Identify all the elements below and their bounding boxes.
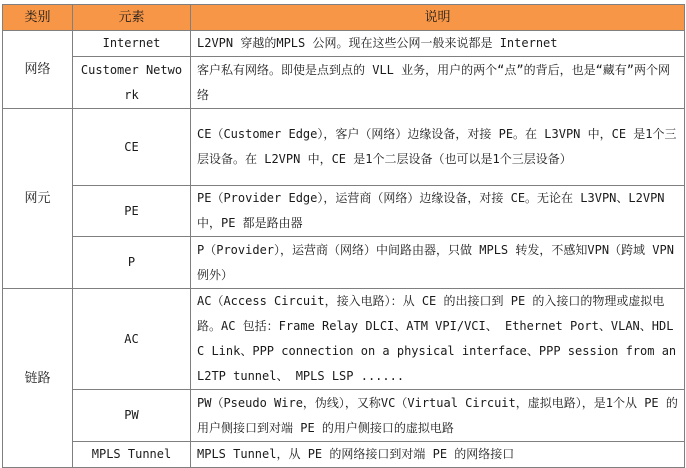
description-p: P（Provider），运营商（网络）中间路由器，只做 MPLS 转发，不感知VPN（跨域 VPN 例外） xyxy=(191,237,685,289)
category-network-element: 网元 xyxy=(3,109,73,289)
element-customer-network: Customer Network xyxy=(73,57,191,109)
header-category: 类别 xyxy=(3,5,73,31)
description-customer-network: 客户私有网络。即使是点到点的 VLL 业务，用户的两个“点”的背后，也是“藏有”两个网络 xyxy=(191,57,685,109)
l2vpn-terms-table xyxy=(2,4,685,468)
description-mpls-tunnel: MPLS Tunnel，从 PE 的网络接口到对端 PE 的网络接口 xyxy=(191,442,685,468)
table-row xyxy=(3,442,685,468)
header-element: 元素 xyxy=(73,5,191,31)
description-pw: PW（Pseudo Wire，伪线），又称VC（Virtual Circuit，虚拟电路），是1个从 PE 的用户侧接口到对端 PE 的用户侧接口的虚拟电路 xyxy=(191,390,685,442)
table-header-row xyxy=(3,5,685,31)
description-ce: CE（Customer Edge），客户（网络）边缘设备，对接 PE。在 L3VPN 中，CE 是1个三层设备。在 L2VPN 中，CE 是1个二层设备（也可以是1个三层设备） xyxy=(191,109,685,186)
element-ce: CE xyxy=(73,109,191,186)
table-row xyxy=(3,237,685,289)
category-network: 网络 xyxy=(3,31,73,109)
table-row xyxy=(3,289,685,390)
table-row xyxy=(3,31,685,57)
element-ac: AC xyxy=(73,289,191,390)
description-internet: L2VPN 穿越的MPLS 公网。现在这些公网一般来说都是 Internet xyxy=(191,31,685,57)
element-pw: PW xyxy=(73,390,191,442)
table-row xyxy=(3,109,685,186)
table-row xyxy=(3,57,685,109)
description-ac: AC（Access Circuit，接入电路）：从 CE 的出接口到 PE 的入接口的物理或虚拟电路。AC 包括：Frame Relay DLCI、ATM VPI/VCI、 Ethernet Port、VLAN、HDLC Link、PPP connection on a physical interface、PPP session from an L2TP tunnel、 MPLS LSP ...... xyxy=(191,289,685,390)
header-description: 说明 xyxy=(191,5,685,31)
page xyxy=(2,4,684,468)
description-pe: PE（Provider Edge），运营商（网络）边缘设备，对接 CE。无论在 L3VPN、L2VPN 中，PE 都是路由器 xyxy=(191,186,685,237)
element-internet: Internet xyxy=(73,31,191,57)
category-link: 链路 xyxy=(3,289,73,468)
element-pe: PE xyxy=(73,186,191,237)
table-row xyxy=(3,390,685,442)
element-p: P xyxy=(73,237,191,289)
element-mpls-tunnel: MPLS Tunnel xyxy=(73,442,191,468)
table-row xyxy=(3,186,685,237)
